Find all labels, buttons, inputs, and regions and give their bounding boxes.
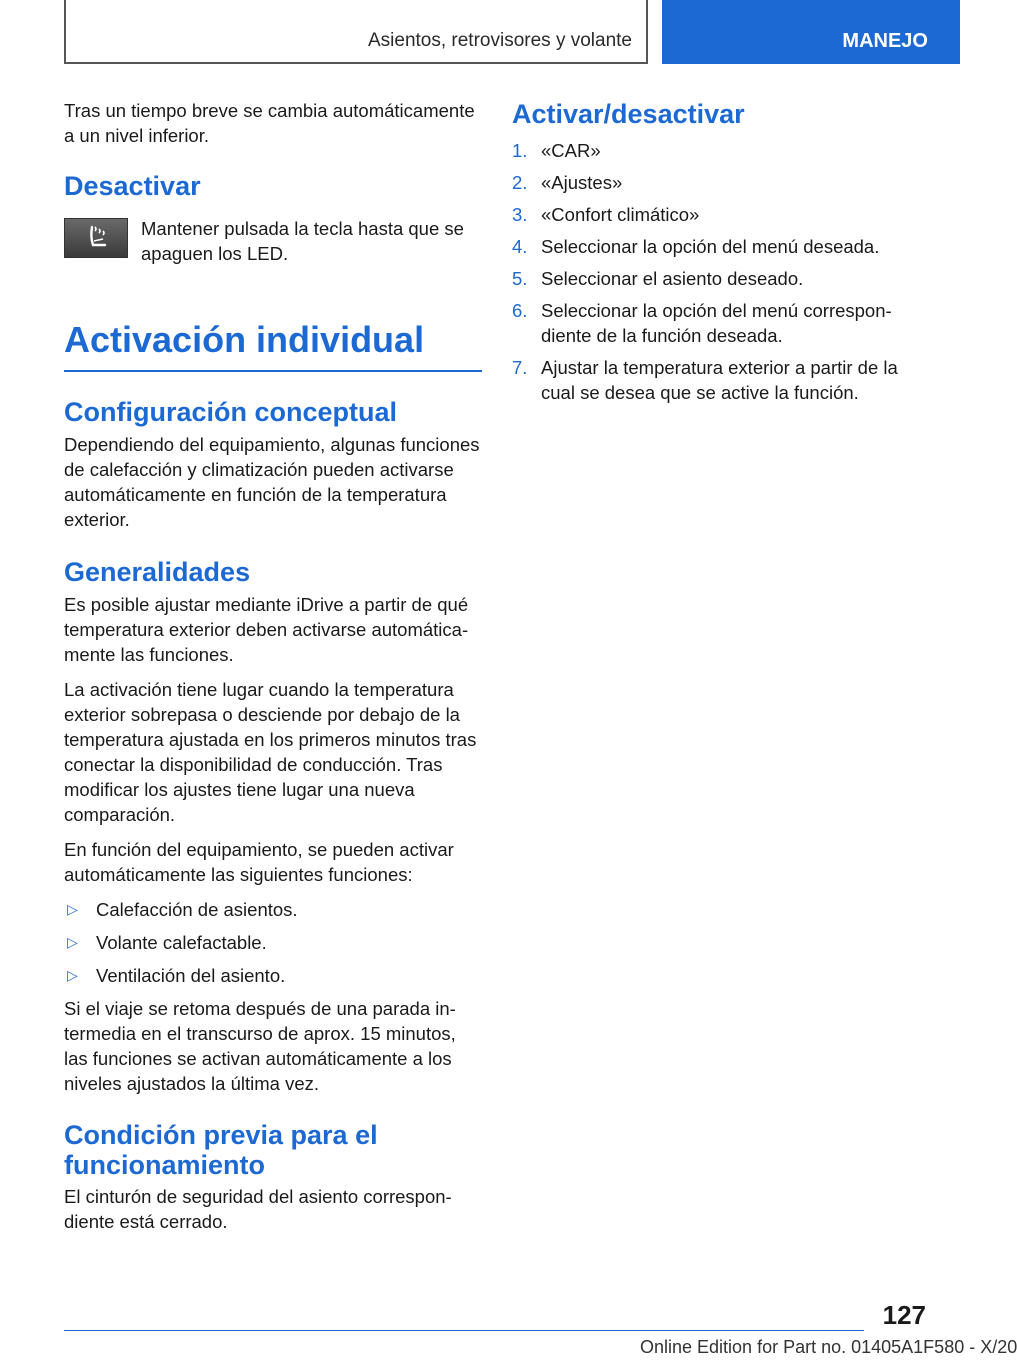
chapter-tab: [662, 0, 960, 64]
activar-desactivar-heading: Activar/desactivar: [512, 99, 745, 129]
generalidades-heading: Generalidades: [64, 557, 251, 587]
generalidades-p4: Si el viaje se retoma después de una parada intermedia en el transcurso de aprox. 15 minutos, las funciones se activan automáticamente a los niveles ajustados la última vez.: [64, 998, 456, 1094]
desactivar-text: Mantener pulsada la tecla hasta que se apaguen los LED.: [141, 218, 464, 264]
list-item-text: Volante calefactable.: [96, 932, 267, 953]
condicion-heading: Condición previa para el funcionamiento: [64, 1120, 378, 1180]
list-item-text: Ventilación del asiento.: [96, 965, 286, 986]
config-heading: Configuración conceptual: [64, 397, 398, 427]
condicion-text: El cinturón de seguridad del asiento correspondiente está cerrado.: [64, 1186, 452, 1232]
step-text: «Ajustes»: [541, 172, 623, 193]
step-number: 7.: [512, 357, 528, 378]
right-column: [512, 98, 912, 412]
left-column: [64, 98, 482, 1244]
generalidades-p1: Es posible ajustar mediante iDrive a partir de qué temperatura exterior deben activarse automáticamente las funciones.: [64, 594, 469, 665]
triangle-right-icon: ▷: [67, 934, 78, 950]
list-item: [64, 930, 482, 955]
page-number: 127: [882, 1300, 926, 1330]
list-item: [64, 897, 482, 922]
step-number: 3.: [512, 204, 528, 225]
seat-heating-icon: [64, 218, 128, 258]
step-item: [512, 170, 912, 195]
triangle-right-icon: ▷: [67, 901, 78, 917]
step-text: Seleccionar la opción del menú deseada.: [541, 236, 880, 257]
heading-rule: [64, 370, 482, 372]
config-text: Dependiendo del equipamiento, algunas funciones de calefacción y climatización pueden activarse automáticamente en función de la temperatura exterior.: [64, 434, 480, 530]
generalidades-p3: En función del equipamiento, se pueden activar automáticamente las siguientes funciones:: [64, 839, 454, 885]
intro-paragraph: Tras un tiempo breve se cambia automáticamente a un nivel inferior.: [64, 100, 475, 146]
step-item: [512, 202, 912, 227]
step-item: [512, 298, 912, 348]
step-number: 5.: [512, 268, 528, 289]
triangle-right-icon: ▷: [67, 967, 78, 983]
step-number: 4.: [512, 236, 528, 257]
desactivar-instruction: [64, 216, 482, 266]
step-text: Seleccionar el asiento deseado.: [541, 268, 804, 289]
step-number: 2.: [512, 172, 528, 193]
step-text: «Confort climático»: [541, 204, 700, 225]
step-item: [512, 355, 912, 405]
chapter-tab-label: MANEJO: [842, 30, 928, 52]
step-text: «CAR»: [541, 140, 601, 161]
section-title: Asientos, retrovisores y volante: [367, 30, 632, 51]
activacion-heading: Activación individual: [64, 319, 425, 360]
step-text: Ajustar la temperatura exterior a partir de la cual se desea que se active la función.: [541, 357, 898, 403]
step-item: [512, 266, 912, 291]
list-item-text: Calefacción de asientos.: [96, 899, 298, 920]
running-header: [64, 0, 648, 64]
edition-footer: Online Edition for Part no. 01405A1F580 - X/20: [640, 1337, 1017, 1357]
desactivar-heading: Desactivar: [64, 171, 201, 201]
step-item: [512, 138, 912, 163]
generalidades-p2: La activación tiene lugar cuando la temperatura exterior sobrepasa o desciende por debajo de la temperatura ajustada en los primeros minutos tras conectar la disponibilidad de conducción. Tras modificar los ajustes tiene lugar una nueva comparación.: [64, 679, 477, 825]
step-item: [512, 234, 912, 259]
list-item: [64, 963, 482, 988]
step-number: 1.: [512, 140, 528, 161]
step-text: Seleccionar la opción del menú correspondiente de la función deseada.: [541, 300, 892, 346]
step-number: 6.: [512, 300, 528, 321]
footer-rule: [64, 1330, 864, 1331]
